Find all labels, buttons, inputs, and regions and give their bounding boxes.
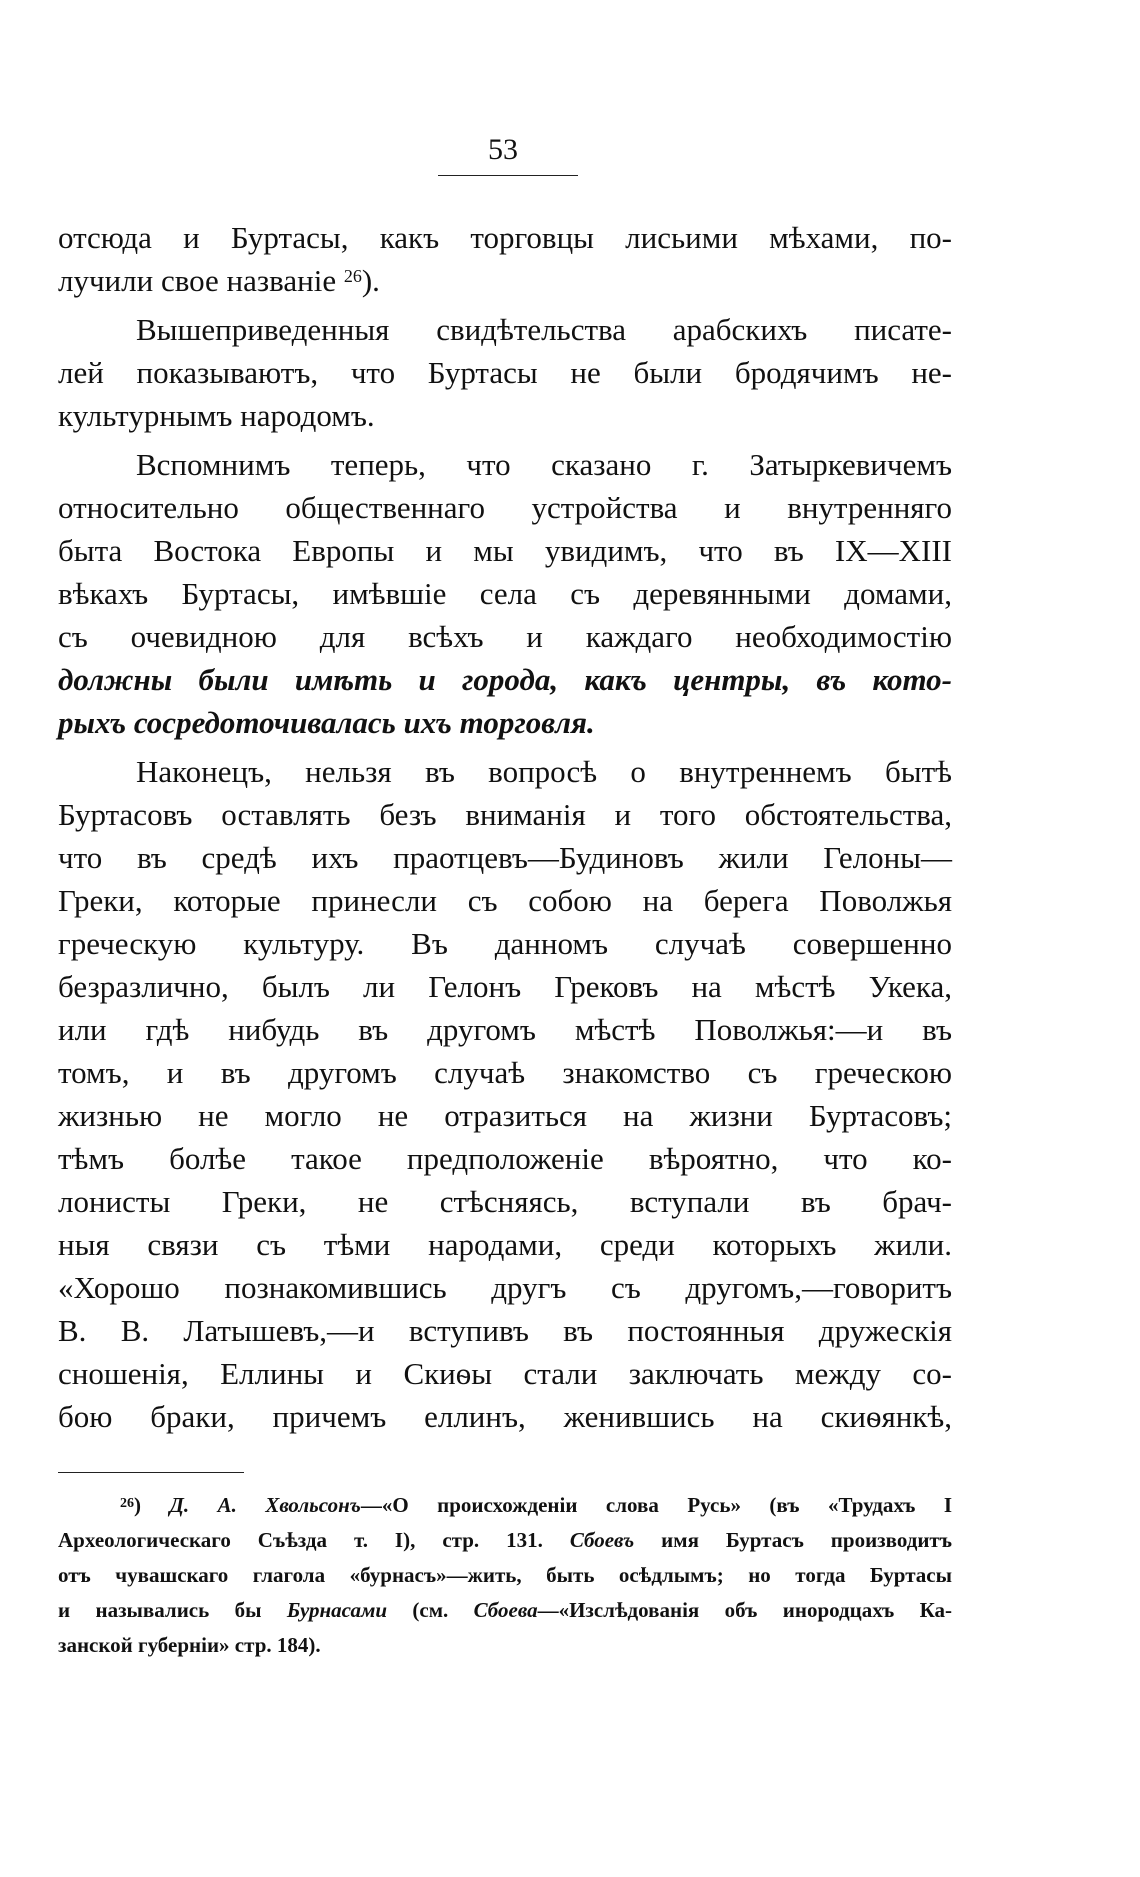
text-line: Греки, которые принесли съ собою на берега Поволжья — [58, 883, 952, 918]
text-fragment: —«О происхожденіи слова Русь» (въ «Трудахъ I — [360, 1493, 952, 1517]
text-line — [58, 259, 952, 302]
emphasized-text-line: рыхъ сосредоточивалась ихъ торговля. — [58, 705, 595, 740]
text-fragment: —«Изслѣдованія объ инородцахъ Ка- — [537, 1598, 953, 1622]
body-text — [58, 216, 952, 1444]
text-line: относительно общественнаго устройства и внутренняго — [58, 490, 952, 525]
text-line: лей показываютъ, что Буртасы не были бродячимъ не- — [58, 355, 952, 390]
footnote-line — [58, 1523, 952, 1558]
text-line: или гдѣ нибудь въ другомъ мѣстѣ Поволжья:—и въ — [58, 1012, 952, 1047]
footnote-line — [58, 1488, 952, 1523]
text-line: быта Востока Европы и мы увидимъ, что въ IX—XIII — [58, 533, 952, 568]
page-number-rule — [438, 175, 578, 176]
text-fragment: и назывались бы — [58, 1598, 287, 1622]
text-line: жизнью не могло не отразиться на жизни Буртасовъ; — [58, 1098, 952, 1133]
text-line: Буртасовъ оставлять безъ вниманія и того обстоятельства, — [58, 797, 952, 832]
footnote-line — [58, 1558, 952, 1593]
text-line: Вспомнимъ теперь, что сказано г. Затыркевичемъ — [136, 447, 952, 482]
text-fragment: ). — [361, 263, 380, 298]
text-line: Вышеприведенныя свидѣтельства арабскихъ писате- — [136, 312, 952, 347]
text-fragment: (см. — [387, 1598, 474, 1622]
text-line: съ очевидною для всѣхъ и каждаго необходимостію — [58, 619, 952, 654]
text-line: Наконецъ, нельзя въ вопросѣ о внутреннемъ бытѣ — [136, 754, 952, 789]
text-line: что въ средѣ ихъ праотцевъ—Будиновъ жили Гелоны— — [58, 840, 952, 875]
text-line: безразлично, былъ ли Гелонъ Грековъ на мѣстѣ Укека, — [58, 969, 952, 1004]
text-line: В. В. Латышевъ,—и вступивъ въ постоянныя дружескія — [58, 1313, 952, 1348]
text-fragment: Археологическаго Съѣзда т. I), стр. 131. — [58, 1528, 570, 1552]
footnote-marker: 26 — [120, 1496, 134, 1511]
emphasized-word: Бурнасами — [286, 1598, 388, 1622]
paragraph-4 — [58, 750, 952, 1438]
text-fragment: отъ чувашскаго глагола «бурнасъ»—жить, быть осѣдлымъ; но тогда Буртасы — [58, 1563, 952, 1587]
text-line: греческую культуру. Въ данномъ случаѣ совершенно — [58, 926, 952, 961]
paragraph-2 — [58, 308, 952, 437]
text-fragment: имя Буртасъ производитъ — [634, 1528, 952, 1552]
author-name: Сбоева — [473, 1598, 538, 1622]
footnote-line — [58, 1593, 952, 1628]
text-fragment: ) — [134, 1493, 170, 1517]
text-line: бою браки, причемъ еллинъ, женившись на скиѳянкѣ, — [58, 1399, 952, 1434]
text-line: сношенія, Еллины и Скиѳы стали заключать между со- — [58, 1356, 952, 1391]
text-line: ныя связи съ тѣми народами, среди которыхъ жили. — [58, 1227, 952, 1262]
text-line: «Хорошо познакомившись другъ съ другомъ,—говоритъ — [58, 1270, 952, 1305]
footnote-line — [58, 1628, 952, 1663]
text-line: культурнымъ народомъ. — [58, 398, 375, 433]
author-name: Д. А. Хвольсонъ — [169, 1493, 361, 1517]
footnote-reference[interactable]: 26 — [343, 266, 362, 286]
paragraph-3 — [58, 443, 952, 744]
text-line: тѣмъ болѣе такое предположеніе вѣроятно, что ко- — [58, 1141, 952, 1176]
page-number: 53 — [488, 133, 518, 166]
text-line: томъ, и въ другомъ случаѣ знакомство съ греческою — [58, 1055, 952, 1090]
footnote — [58, 1488, 952, 1663]
text-line: вѣкахъ Буртасы, имѣвшіе села съ деревянными домами, — [58, 576, 952, 611]
footnote-rule — [58, 1472, 244, 1473]
text-fragment: лучили свое названіе — [58, 263, 344, 298]
text-line: лонисты Греки, не стѣсняясь, вступали въ брач- — [58, 1184, 952, 1219]
author-name: Сбоевъ — [569, 1528, 635, 1552]
text-fragment: занской губерніи» стр. 184). — [58, 1633, 321, 1657]
paragraph-1 — [58, 216, 952, 302]
text-line: отсюда и Буртасы, какъ торговцы лисьими мѣхами, по- — [58, 220, 952, 255]
emphasized-text-line: должны были имѣть и города, какъ центры, въ кото- — [58, 662, 952, 697]
